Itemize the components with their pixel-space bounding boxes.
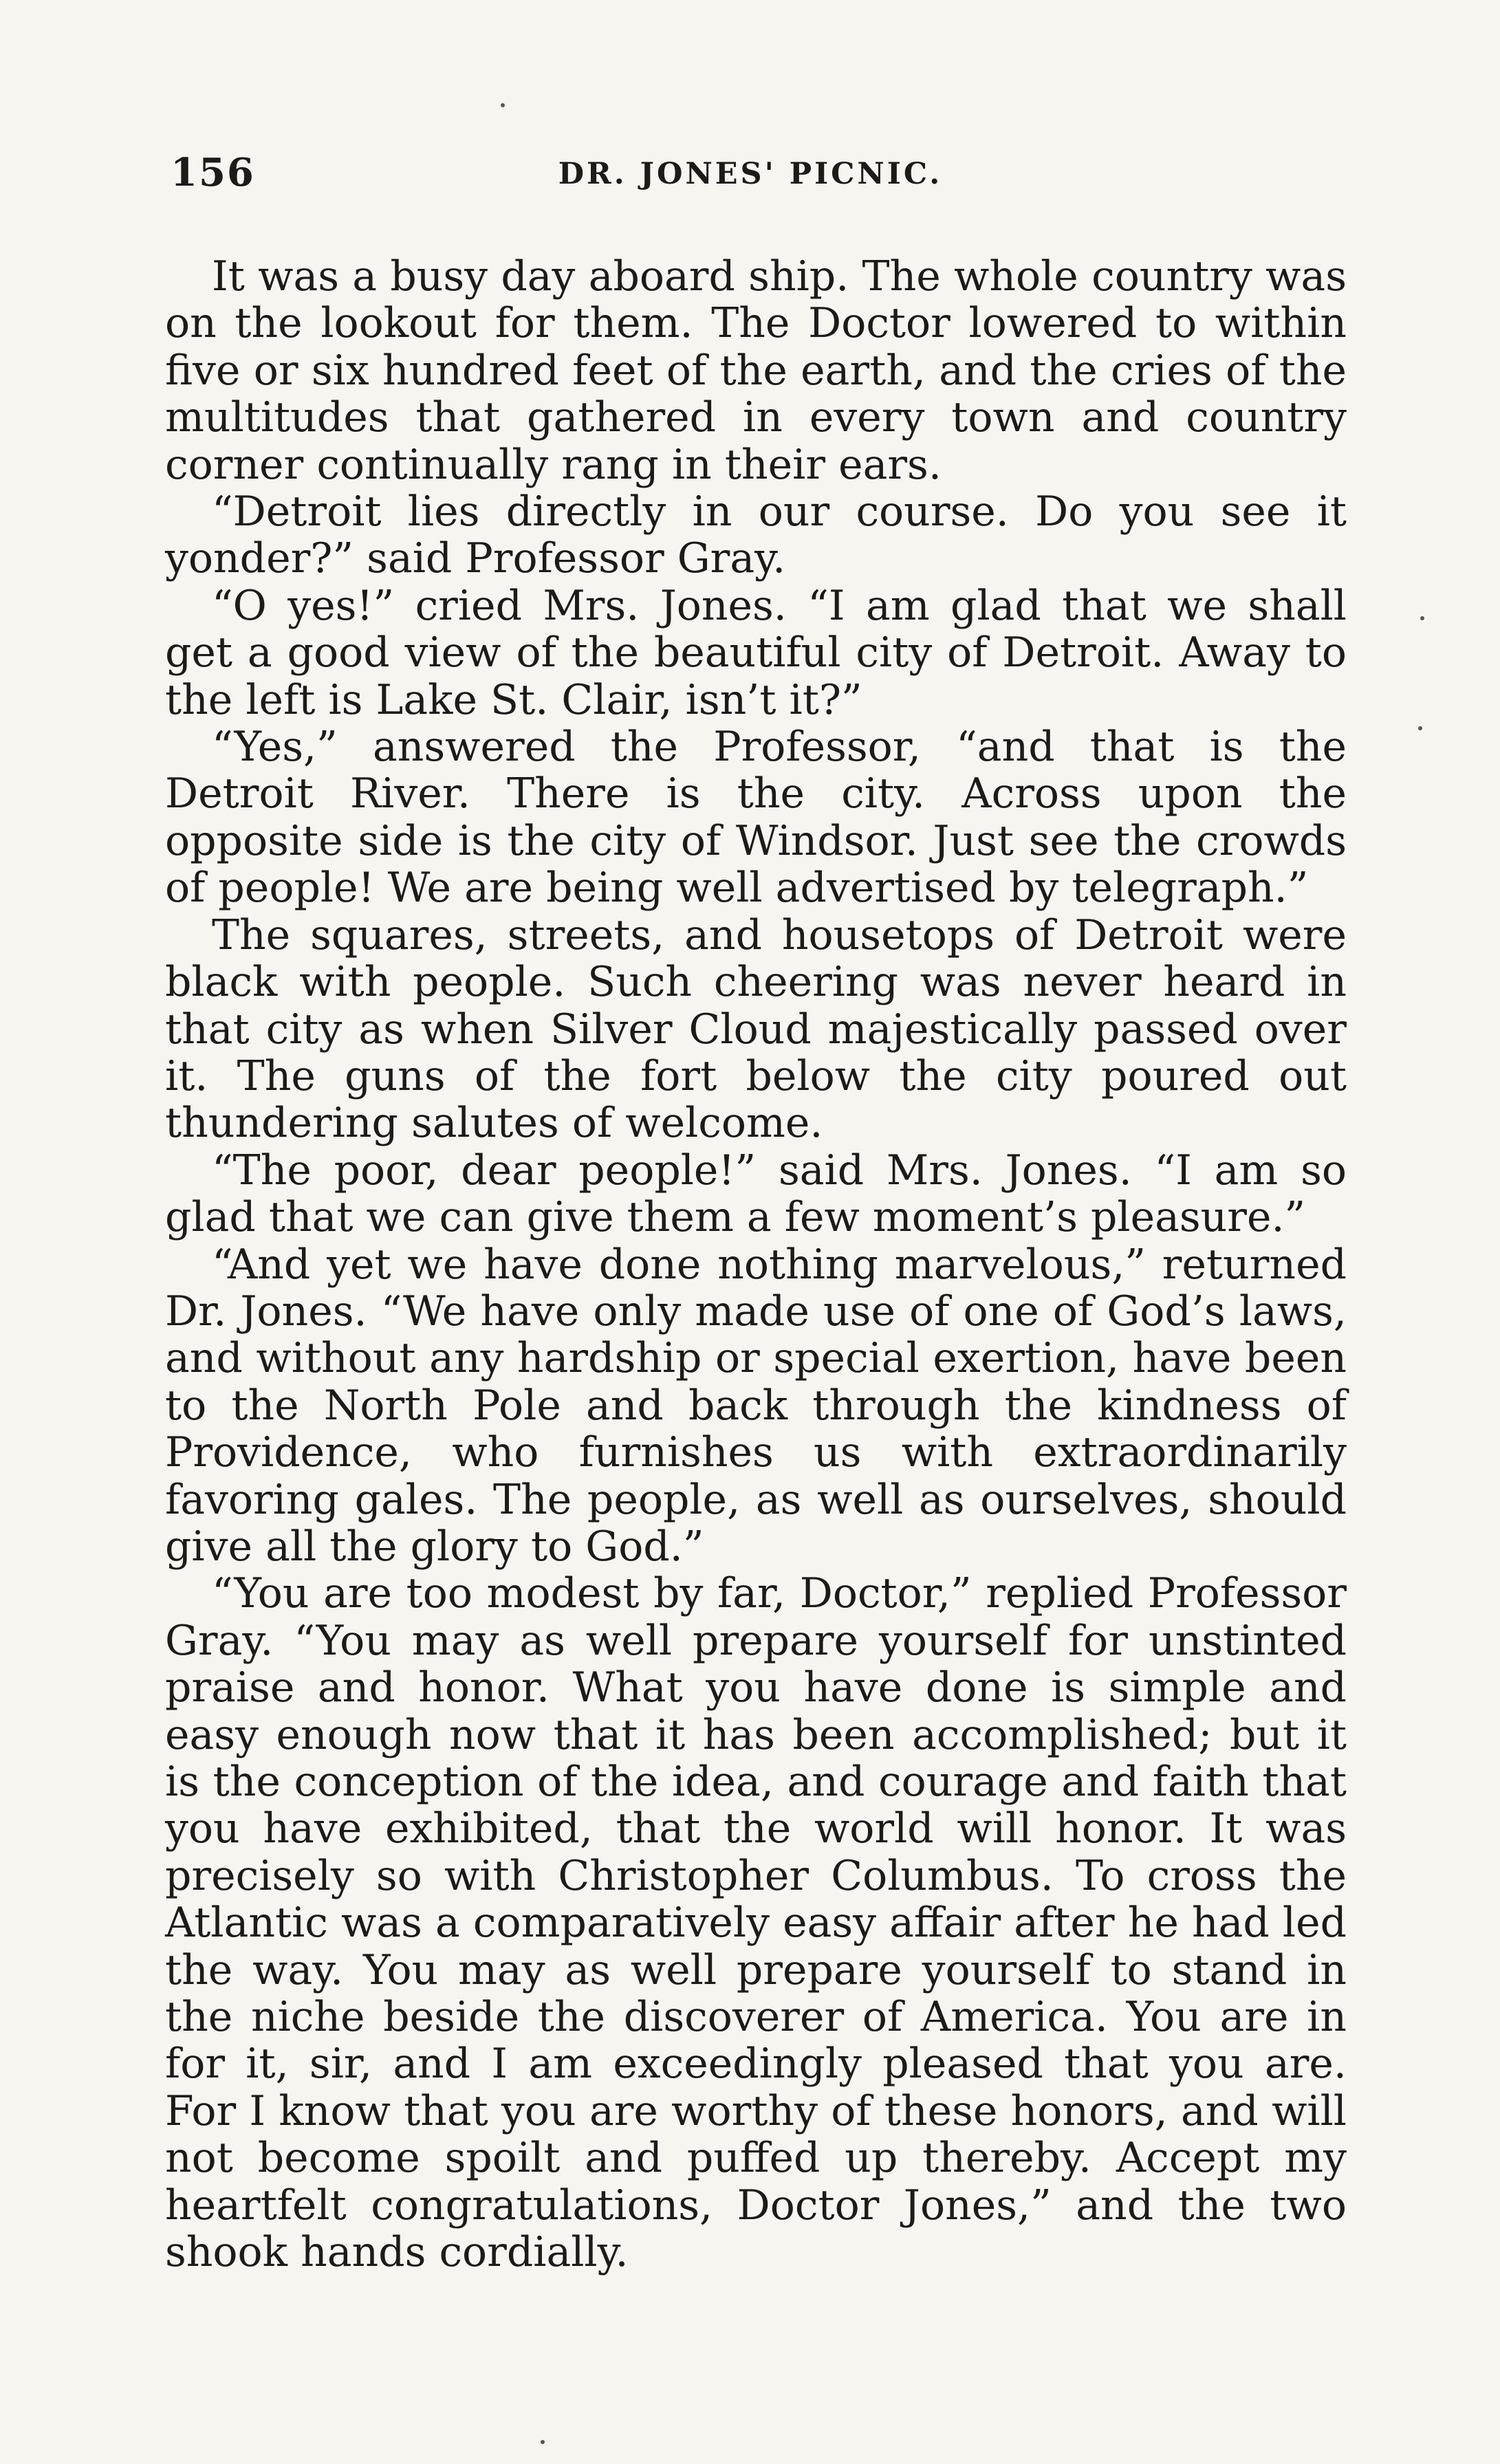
paragraph: “And yet we have done nothing marvelous,” returned Dr. Jones. “We have only made use of one of God’s laws, and without any hardship or special exertion, have been to the North Pole and back through the kindness of Providence, who furnishes us with extraordinarily favoring gales. The people, as well as ourselves, should give all the glory to God.” — [165, 1240, 1347, 1571]
paragraph: “Yes,” answered the Professor, “and that is the Detroit River. There is the city. Across upon the opposite side is the city of Windsor. Just see the crowds of people! We are being well advertised by telegraph.” — [165, 723, 1347, 913]
print-speck — [501, 103, 505, 107]
running-title: DR. JONES' PICNIC. — [558, 157, 943, 191]
paragraph: “Detroit lies directly in our course. Do you see it yonder?” said Professor Gray. — [165, 488, 1347, 583]
page-header — [160, 150, 1341, 212]
page-number: 156 — [171, 150, 255, 195]
paragraph: “You are too modest by far, Doctor,” replied Professor Gray. “You may as well prepare yourself for unstinted praise and honor. What you have done is simple and easy enough now that it has been accomplished; but it is the conception of the idea, and courage and faith that you have exhibited, that the world will honor. It was precisely so with Christopher Columbus. To cross the Atlantic was a comparatively easy affair after he had led the way. You may as well prepare yourself to stand in the niche beside the discoverer of America. You are in for it, sir, and I am exceedingly pleased that you are. For I know that you are worthy of these honors, and will not become spoilt and puffed up thereby. Accept my heartfelt congratulations, Doctor Jones,” and the two shook hands cordially. — [165, 1569, 1347, 2277]
paragraph: The squares, streets, and housetops of Detroit were black with people. Such cheering was never heard in that city as when Silver Cloud majestically passed over it. The guns of the fort below the city poured out thundering salutes of welcome. — [165, 911, 1347, 1148]
paragraph: “The poor, dear people!” said Mrs. Jones. “I am so glad that we can give them a few moment’s pleasure.” — [165, 1146, 1347, 1242]
paragraph: It was a busy day aboard ship. The whole country was on the lookout for them. The Doctor lowered to within five or six hundred feet of the earth, and the cries of the multitudes that gathered in every town and country corner continually rang in their ears. — [165, 252, 1347, 489]
print-speck — [541, 2440, 545, 2444]
paragraph: “O yes!” cried Mrs. Jones. “I am glad that we shall get a good view of the beautiful city of Detroit. Away to the left is Lake St. Clair, isn’t it?” — [165, 581, 1347, 724]
body-text — [165, 253, 1347, 2276]
print-speck — [1418, 726, 1422, 730]
print-speck — [1420, 616, 1424, 620]
